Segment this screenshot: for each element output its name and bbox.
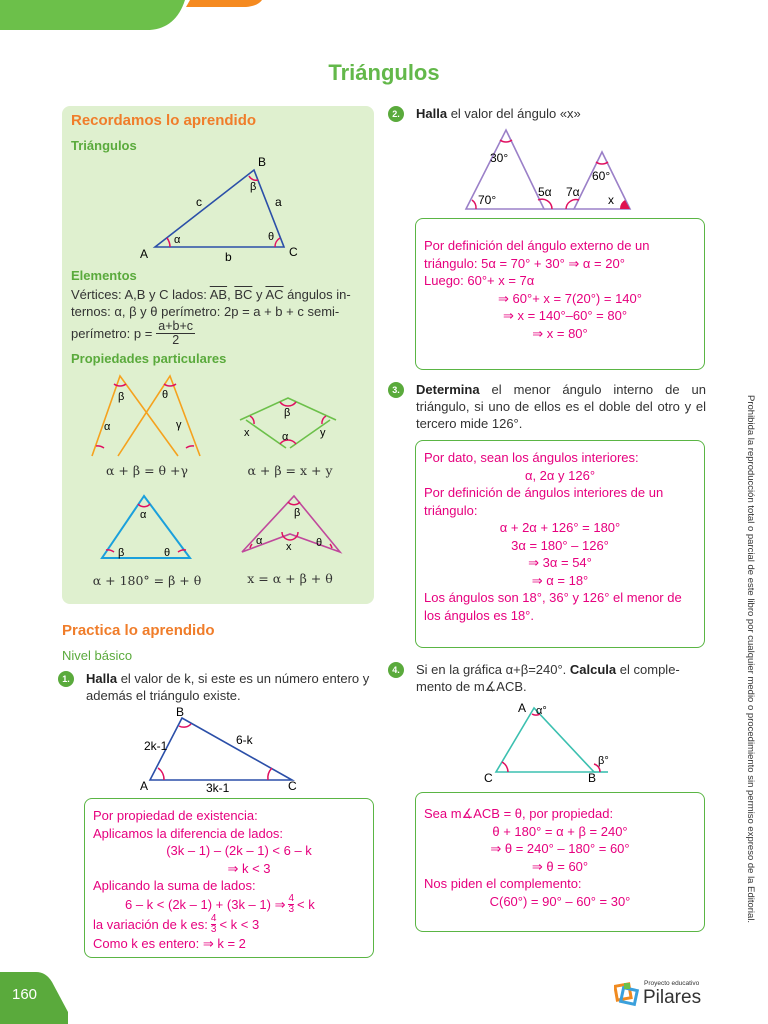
problem-1-number: 1. xyxy=(58,671,74,687)
vertex-a-label: A xyxy=(140,247,149,261)
side-a-label: a xyxy=(275,195,282,209)
problem-4-text: Si en la gráfica α+β=240°. Calcula el comple-mento de m∡ACB. xyxy=(416,662,680,694)
svg-text:x: x xyxy=(286,541,292,553)
brand-name: Pilares xyxy=(643,987,702,1008)
svg-text:C: C xyxy=(484,771,493,785)
solution-4-box: Sea m∡ACB = θ, por propiedad: θ + 180° = α + β = 240° ⇒ θ = 240° – 180° = 60° ⇒ θ = 60° Nos piden el complemento: C(60°) = 90° – 60° = 30° xyxy=(415,792,705,932)
problem-2-text: Halla el valor del ángulo «x» xyxy=(416,106,581,121)
problem-4-number: 4. xyxy=(388,662,404,678)
svg-text:3k-1: 3k-1 xyxy=(206,781,230,795)
practice-header: Practica lo aprendido xyxy=(62,622,215,639)
svg-text:γ: γ xyxy=(176,419,182,431)
svg-text:β°: β° xyxy=(598,755,609,767)
svg-text:2k-1: 2k-1 xyxy=(144,739,168,753)
svg-text:A: A xyxy=(518,701,527,715)
svg-text:30°: 30° xyxy=(490,151,509,165)
problem-2-figure xyxy=(460,126,640,216)
svg-text:7α: 7α xyxy=(566,185,580,199)
svg-text:α: α xyxy=(140,509,147,521)
kite-figure xyxy=(236,394,344,456)
svg-text:α°: α° xyxy=(536,705,547,717)
svg-text:C: C xyxy=(288,779,297,793)
svg-text:θ: θ xyxy=(164,547,171,559)
page-number: 160 xyxy=(12,986,38,1003)
isosceles-figure xyxy=(96,490,196,565)
svg-text:β: β xyxy=(118,547,125,559)
properties-title: Propiedades particulares xyxy=(71,351,227,366)
practice-level: Nivel básico xyxy=(62,648,133,663)
svg-text:α: α xyxy=(256,535,263,547)
svg-text:α: α xyxy=(104,421,111,433)
svg-text:A: A xyxy=(140,779,149,793)
side-ab: $\overline{AB}$ xyxy=(209,287,228,302)
angle-theta-label: θ xyxy=(268,231,275,243)
svg-text:B: B xyxy=(588,771,597,785)
svg-text:β: β xyxy=(118,391,125,403)
property-4: x = α + β + θ xyxy=(247,571,333,586)
angle-beta-label: β xyxy=(250,181,257,193)
elements-text: Vértices: A,B y C lados: $\overline{AB}$, $\overline{BC}$ y $\overline{AC}$ ángulos in- ternos: α, β y θ perímetro: 2p = a + b + c semi- perímetro: p = $\frac{a+b+c}{2}$ xyxy=(71,287,351,347)
side-bc: $\overline{BC}$ xyxy=(234,287,253,302)
problem-1-text: Halla el valor de k, si este es un número entero y además el triángulo existe. xyxy=(86,671,370,703)
bowtie-figure xyxy=(88,370,208,465)
svg-text:β: β xyxy=(284,407,291,419)
brand-small: Proyecto educativo xyxy=(644,980,700,987)
pilares-logo-icon xyxy=(614,981,642,1007)
side-ac: $\overline{AC}$ xyxy=(265,287,284,302)
vertex-c-label: C xyxy=(289,245,298,259)
vertex-b-label: B xyxy=(258,155,267,169)
recall-header: Recordamos lo aprendido xyxy=(71,112,257,129)
side-b-label: b xyxy=(225,250,232,264)
problem-4-figure xyxy=(478,696,618,786)
svg-text:x: x xyxy=(608,193,614,207)
svg-text:5α: 5α xyxy=(538,185,552,199)
side-c-label: c xyxy=(196,195,202,209)
property-1: α + β = θ +γ xyxy=(106,463,188,478)
svg-text:β: β xyxy=(294,507,301,519)
problem-3-text: Determina el menor ángulo interno de un triángulo, si uno de ellos es el doble del otro y el tercero mide 126°. xyxy=(416,382,706,431)
copyright-side-note: Prohibida la reproducción total o parcial de este libro por cualquier medio o procedimiento sin permiso expreso de la Editorial. xyxy=(745,395,756,924)
semiperimeter-fraction: $\frac{a+b+c}{2}$ xyxy=(158,319,194,347)
svg-text:x: x xyxy=(244,427,250,439)
solution-3-box: Por dato, sean los ángulos interiores: α, 2α y 126° Por definición de ángulos interiores de un triángulo: α + 2α + 126° = 180° 3α = 180° – 126° ⇒ 3α = 54° ⇒ α = 18° Los ángulos son 18°, 36° y 126° el menor de los ángulos es 18°. xyxy=(415,440,705,648)
svg-text:θ: θ xyxy=(316,537,323,549)
property-3: α + 180° = β + θ xyxy=(92,573,202,588)
page-title: Triángulos xyxy=(328,60,440,85)
svg-text:α: α xyxy=(282,431,289,443)
problem-3-number: 3. xyxy=(388,382,404,398)
svg-text:y: y xyxy=(320,427,326,439)
svg-text:60°: 60° xyxy=(592,169,611,183)
problem-2-number: 2. xyxy=(388,106,404,122)
concave-figure xyxy=(238,490,344,560)
property-2: α + β = x + y xyxy=(247,463,333,478)
elements-title: Elementos xyxy=(71,268,137,283)
svg-text:70°: 70° xyxy=(478,193,497,207)
svg-text:B: B xyxy=(176,705,185,719)
solution-2-box: Por definición del ángulo externo de un triángulo: 5α = 70° + 30° ⇒ α = 20° Luego: 60°+ x = 7α ⇒ 60°+ x = 7(20°) = 140° ⇒ x = 140°–60° = 80° ⇒ x = 80° xyxy=(415,218,705,370)
problem-1-figure xyxy=(136,704,306,796)
main-triangle-figure xyxy=(130,150,310,265)
angle-alpha-label: α xyxy=(174,234,181,246)
recall-subheader: Triángulos xyxy=(71,138,137,153)
solution-1-box: Por propiedad de existencia: Aplicamos la diferencia de lados: (3k – 1) – (2k – 1) < 6 – k ⇒ k < 3 Aplicando la suma de lados: 6 – k < (2k – 1) + (3k – 1) ⇒ 4 3 < k la variación de k es: 4 3 < k < 3 Como k es entero: ⇒ k = 2 xyxy=(84,798,374,958)
svg-text:6-k: 6-k xyxy=(236,733,253,747)
svg-text:θ: θ xyxy=(162,389,169,401)
top-decoration xyxy=(0,0,300,32)
